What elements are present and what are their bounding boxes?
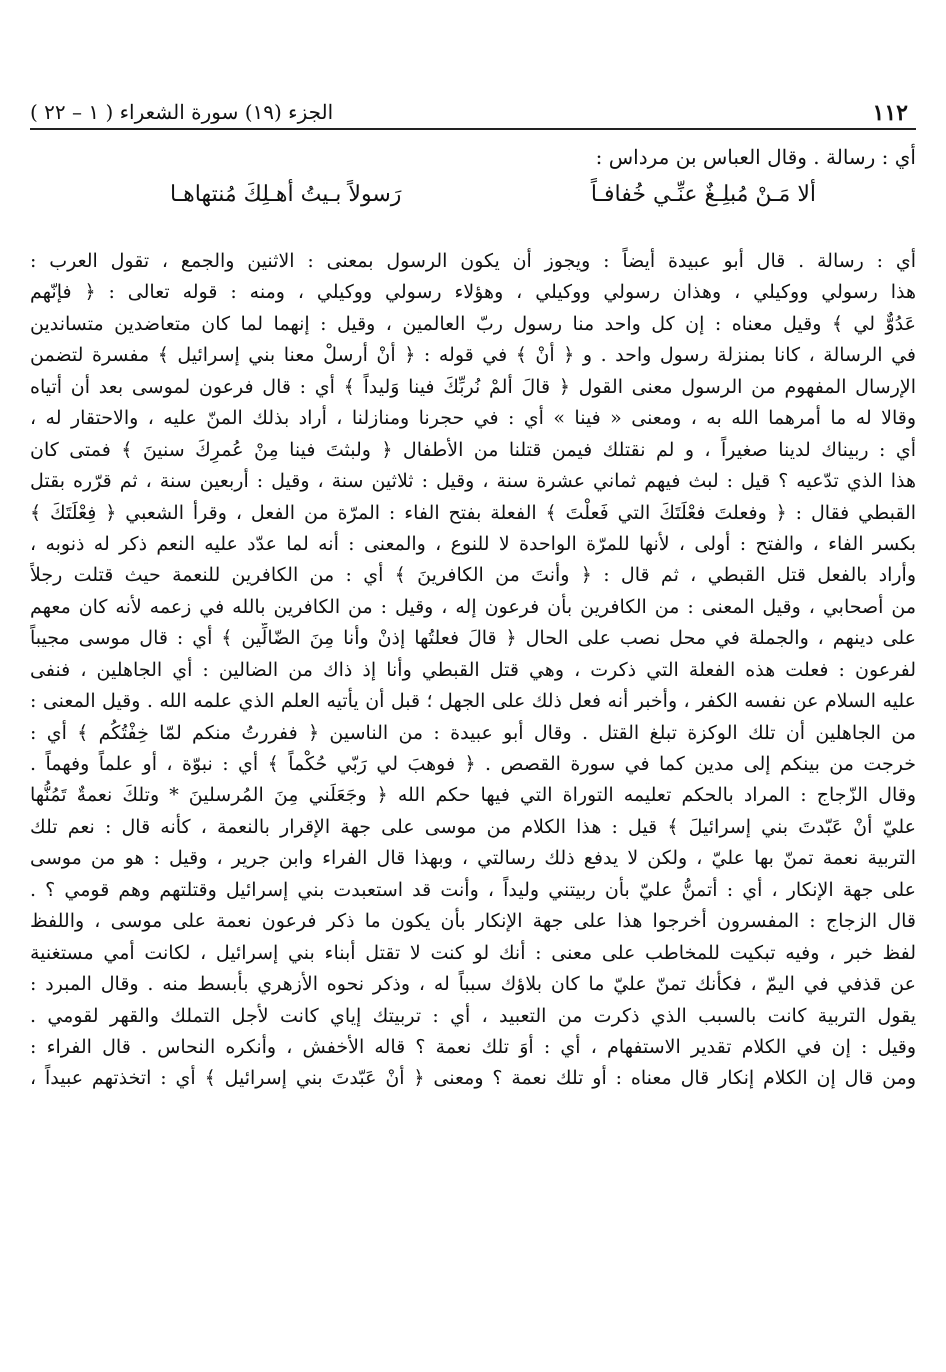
header-rule [30, 128, 916, 130]
text-line: يقول التربية كانت بالسبب الذي ذكرت من التعبيد ، أي : تربيتك إياي كانت لأجل التملك والقهر لقومي . [30, 1004, 916, 1027]
text-line: خرجت من بينكم إلى مدين كما في سورة القصص . ﴿ فوهبَ لي رَبّي حُكْماً ﴾ أي : نبوّة ، أو علماً وفهماً . [30, 753, 916, 775]
commentary-body [30, 246, 916, 1095]
text-line: عليّ أنْ عَبّدتَ بني إسرائيلَ ﴾ قيل : هذا الكلام من موسى على جهة الإقرار بالنعمة ، كأنه قال : نعم تلك [30, 815, 916, 838]
verse-second-hemistich: رَسولاً بـيتُ أهـلِكَ مُنتهاهـا [170, 182, 402, 207]
book-page [30, 0, 916, 1372]
text-line: التربية نعمة تمنّ بها عليّ ، ولكن لا يدفع ذلك رسالتي ، وبهذا قال الفراء وابن جرير ، وقيل : هو من موسى [30, 847, 916, 870]
text-line: ومن قال إن الكلام إنكار قال معناه : أو تلك نعمة ؟ ومعنى ﴿ أنْ عَبّدتَ بني إسرائيل ﴾ أي : اتخذتهم عبيداً ، [30, 1067, 916, 1090]
text-line: على جهة الإنكار ، أي : أتمنُّ عليّ بأن ربيتني وليداً ، وأنت قد استعبدت بني إسرائيل وقتلتهم وهم قومي ؟ . [30, 878, 916, 901]
text-line: عن قذفي في اليمّ ، فكأنك تمنّ عليّ ما كان بلاؤك سبباً له ، وذكر نحوه الأزهري بأبسط منه . وقال المبرد : [30, 973, 916, 996]
text-line: عليه السلام عن نفسه الكفر ، وأخبر أنه فعل ذلك على الجهل ؛ قبل أن يأتيه العلم الذي علمه الله . وقيل المعنى : [30, 690, 916, 713]
poetry-verse [30, 182, 916, 222]
text-line: من الجاهلين أن تلك الوكزة تبلغ القتل . وقال أبو عبيدة : من الناسين ﴿ ففررتُ منكم لمّا خِفْتُكُم ﴾ أي : [30, 721, 916, 744]
text-line: بكسر الفاء ، والفتح : أولى ، لأنها للمرّة الواحدة لا للنوع ، والمعنى : أنه لما عدّد عليه النعم ذكر له ذنوبه ، [30, 532, 916, 555]
text-line: وأراد بالفعل قتل القبطي ، ثم قال : ﴿ وأنتَ من الكافرينَ ﴾ أي : من الكافرين للنعمة حيث قتلت رجلاً [30, 564, 916, 587]
text-line: لفظ خبر ، وفيه تبكيت للمخاطب على معنى : أنك لو كنت لا تقتل أبناء بني إسرائيل ، لكانت أمي مستغنية [30, 941, 916, 964]
text-line: هذا الذي تدّعيه ؟ قيل : لبث فيهم ثماني عشرة سنة ، وقيل : ثلاثين سنة ، وقيل : أربعين سنة ، ثم قرّره بقتل [30, 470, 916, 493]
text-line: عَدُوٌّ لي ﴾ وقيل معناه : إن كل واحد منا رسول ربّ العالمين ، وقيل : إنهما لما كان متعاضدين متساندين [30, 312, 916, 335]
text-line: من أصحابي ، وقيل المعنى : من الكافرين بأن فرعون إله ، وقيل : من الكافرين بالله في زعمه لأنه كان معهم [30, 595, 916, 618]
text-line: في الرسالة ، كانا بمنزلة رسول واحد . و ﴿ أنْ ﴾ في قوله : ﴿ أنْ أرسلْ معنا بني إسرائيل ﴾ مفسرة لتضمن [30, 344, 916, 367]
text-line: الإرسال المفهوم من الرسول معنى القول ﴿ قالَ ألمْ نُربِّكَ فينا وَليداً ﴾ أي : قال فرعون لموسى بعد أن أتياه [30, 375, 916, 398]
text-line: هذا رسولي ووكيلي ، وهذان رسولي ووكيلي ، وهؤلاء رسولي ووكيلي ، ومنه : قوله تعالى : ﴿ فإنّهم [30, 281, 916, 304]
verse-first-hemistich: ألا مَـنْ مُبلِـغٌ عنِّـي خُفافـاً [590, 182, 816, 207]
text-line: أي : رسالة . قال أبو عبيدة أيضاً : ويجوز أن يكون الرسول بمعنى : الاثنين والجمع ، تقول العرب : [30, 250, 916, 272]
text-line: أي : ربيناك لدينا صغيراً ، و لم نقتلك فيمن قتلنا من الأطفال ﴿ ولبثتَ فينا مِنْ عُمرِكَ سنينَ ﴾ فمتى كان [30, 438, 916, 461]
intro-line: أي : رسالة . وقال العباس بن مرداس : [595, 145, 916, 169]
text-line: القبطي فقال : ﴿ وفعلتَ فعْلَتَكَ التي فَعلْتَ ﴾ الفعلة بفتح الفاء : المرّة من الفعل ، وقرأ الشعبي ﴿ فِعْلَتَكَ ﴾ [30, 501, 916, 524]
text-line: على دينهم ، والجملة في محل نصب على الحال ﴿ قالَ فعلتُها إذنْ وأنا مِنَ الضّالِّين ﴾ أي : قال موسى مجيباً [30, 627, 916, 650]
text-line: وقيل : إن في الكلام تقدير الاستفهام ، أي : أوَ تلك نعمة ؟ قاله الأخفش ، وأنكره النحاس . قال الفراء : [30, 1035, 916, 1058]
text-line: وقال الزّجاج : المراد بالحكم تعليمه التوراة التي فيها حكم الله ﴿ وجَعَلَني مِنَ المُرسلينَ * وتلكَ نعمةٌ تَمُنُّها [30, 784, 916, 807]
running-title: الجزء (١٩) سورة الشعراء ( ١ – ٢٢ ) [30, 100, 334, 124]
text-line: وقالا له ما أمرهما الله به ، ومعنى « فينا » أي : في حجرنا ومنازلنا ، أراد بذلك المنّ عليه ، والاحتقار له ، [30, 407, 916, 430]
text-line: لفرعون : فعلت هذه الفعلة التي ذكرت ، وهي قتل القبطي وأنا إذ ذاك من الضالين : أي الجاهلين ، فنفى [30, 658, 916, 681]
page-header [30, 100, 916, 126]
page-number: ١١٢ [872, 100, 908, 126]
text-line: قال الزجاج : المفسرون أخرجوا هذا على جهة الإنكار بأن يكون ما ذكر فرعون نعمة على موسى ، واللفظ [30, 910, 916, 933]
